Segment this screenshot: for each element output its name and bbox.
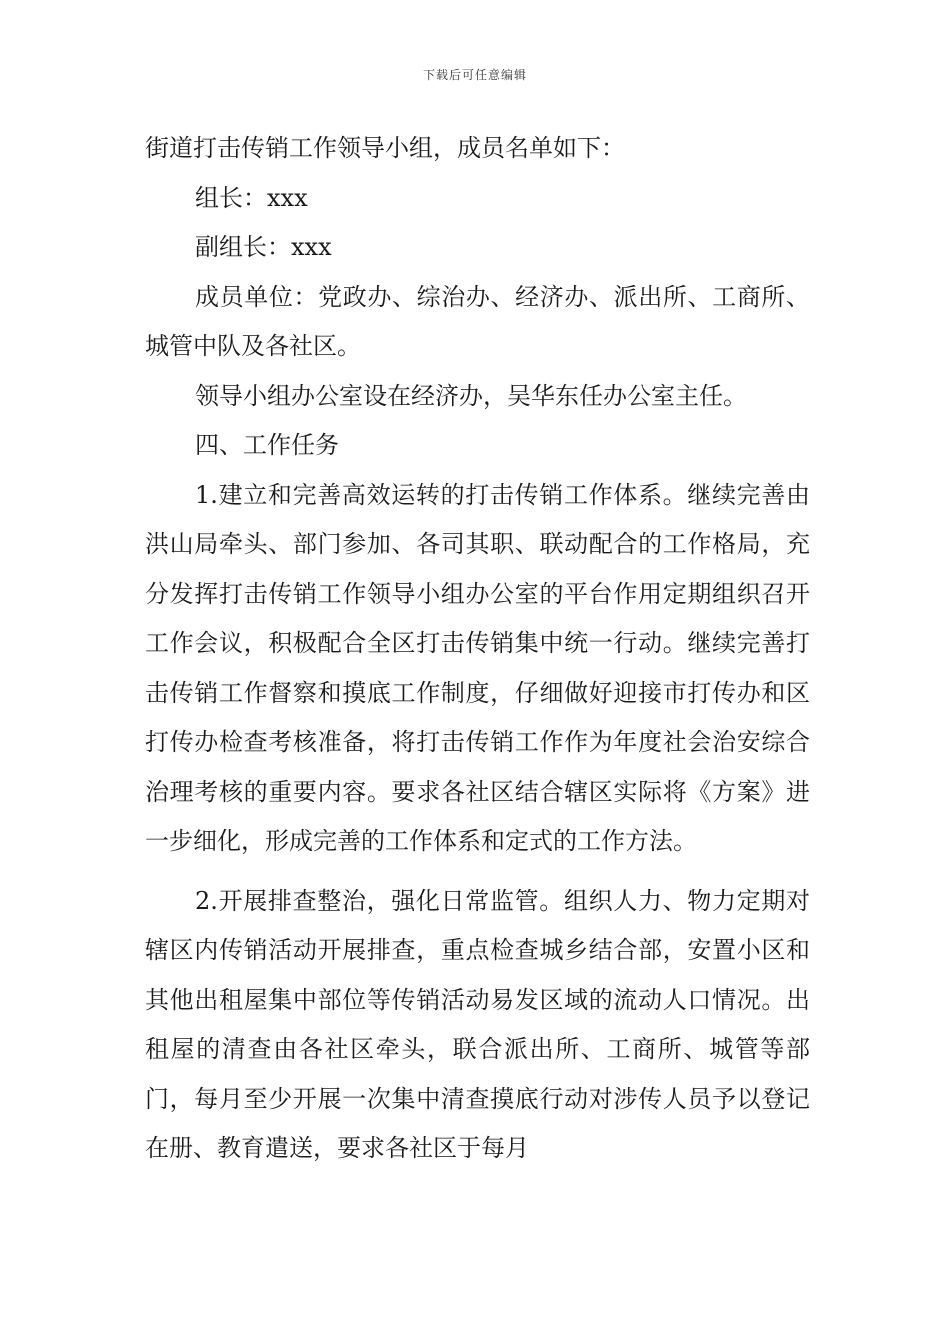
- paragraph-leader: 组长：xxx: [195, 183, 308, 212]
- paragraph-office: 领导小组办公室设在经济办，吴华东任办公室主任。: [195, 381, 747, 410]
- document-body: [145, 124, 810, 1174]
- page-header-note: 下载后可任意编辑: [422, 68, 527, 82]
- section-heading-tasks: 四、工作任务: [195, 431, 339, 459]
- paragraph-deputy-leader: 副组长：xxx: [195, 233, 332, 261]
- paragraph-task-1: 1.建立和完善高效运转的打击传销工作体系。继续完善由洪山局牵头、部门参加、各司其职、联动配合的工作格局，充分发挥打击传销工作领导小组办公室的平台作用定期组织召开工作会议，积极配合全区打击传销集中统一行动。继续完善打击传销工作督察和摸底工作制度，仔细做好迎接市打传办和区打传办检查考核准备，将打击传销工作作为年度社会治安综合治理考核的重要内容。要求各社区结合辖区实际将《方案》进一步细化，形成完善的工作体系和定式的工作方法。: [145, 480, 810, 855]
- paragraph-member-units: 成员单位：党政办、综治办、经济办、派出所、工商所、城管中队及各社区。: [145, 282, 810, 360]
- paragraph-task-2: 2.开展排查整治，强化日常监管。组织人力、物力定期对辖区内传销活动开展排查，重点检查城乡结合部，安置小区和其他出租屋集中部位等传销活动易发区域的流动人口情况。出租屋的清查由各社区牵头，联合派出所、工商所、城管等部门，每月至少开展一次集中清查摸底行动对涉传人员予以登记在册、教育遣送，要求各社区于每月: [145, 886, 810, 1162]
- paragraph-intro: 街道打击传销工作领导小组，成员名单如下：: [145, 134, 625, 162]
